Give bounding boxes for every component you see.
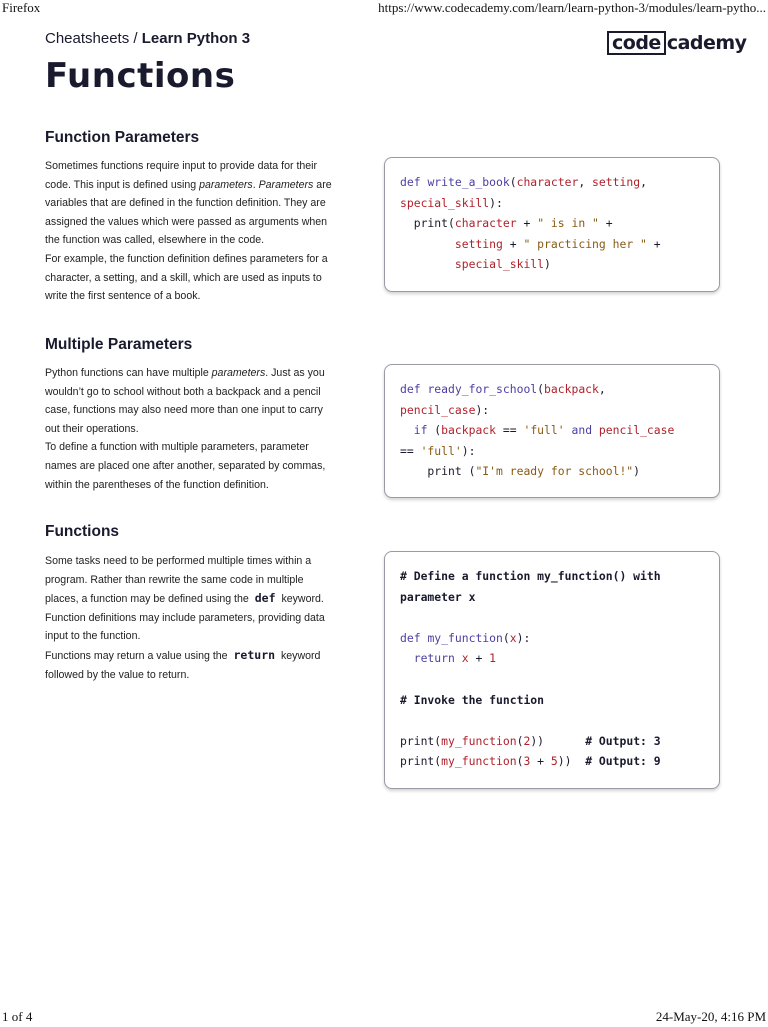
page-url[interactable]: https://www.codecademy.com/learn/learn-python-3/modules/learn-pytho... [378, 0, 766, 15]
code-token: my_function [427, 630, 503, 645]
description-paragraph [45, 438, 337, 494]
code-token: == [400, 443, 421, 458]
text-run: are variables that are defined in the function definition. They are assigned the values which were passed as arguments when the function was called, elsewhere in the code. [45, 178, 332, 247]
code-token: character [516, 175, 579, 189]
code-token: 'full' [523, 423, 565, 438]
code-line [400, 731, 707, 752]
code-token: def [400, 382, 428, 396]
browser-name: Firefox [2, 0, 41, 15]
print-timestamp: 24-May-20, 4:16 PM [655, 1009, 766, 1024]
section-description-functions [45, 552, 337, 684]
code-token [400, 257, 455, 271]
code-token: == [496, 423, 524, 438]
text-run: Some tasks need to be performed multiple times within a program. Rather than rewrite the same code in multiple places, a function may be defined using the [45, 555, 312, 606]
code-token: 5 [550, 754, 558, 769]
code-token: 2 [523, 733, 531, 748]
code-token: setting [454, 236, 503, 251]
code-token: " is in " [537, 216, 599, 231]
code-line [400, 669, 707, 690]
text-run: keyword followed by the value to return. [45, 649, 321, 681]
code-line [400, 628, 707, 649]
code-token: # Invoke the function [400, 692, 545, 707]
logo-text: cademy [666, 32, 747, 54]
code-token: backpack [544, 382, 599, 396]
code-token: my_function [441, 733, 517, 748]
code-token: 3 [523, 754, 531, 769]
code-token: )) [530, 733, 586, 748]
code-token: + [598, 216, 613, 231]
code-line [400, 587, 707, 608]
code-token: if [413, 423, 428, 438]
code-token: + [468, 651, 490, 666]
code-token: ): [516, 630, 531, 645]
code-token: "I'm ready for school!" [475, 464, 634, 479]
code-line [400, 420, 707, 441]
code-token: 1 [489, 651, 497, 666]
code-token: ) [544, 257, 551, 272]
code-token: pencil_case [400, 402, 476, 417]
logo-boxed-text: code [607, 31, 666, 55]
section-description-multiple-parameters [45, 364, 337, 494]
code-token: ) [633, 464, 641, 479]
code-token: , [578, 175, 593, 189]
code-token: + [646, 236, 661, 251]
code-token: and [571, 423, 593, 438]
code-token [455, 651, 462, 665]
code-block-multiple-parameters [384, 364, 720, 498]
code-line [400, 566, 707, 587]
code-line [400, 648, 707, 669]
code-token: ( [502, 630, 510, 645]
text-run: . [252, 178, 259, 191]
code-token [400, 423, 414, 437]
breadcrumb [45, 30, 250, 47]
code-token: print( [400, 733, 442, 748]
breadcrumb-current[interactable]: Learn Python 3 [141, 30, 251, 47]
code-token: # Output: 3 [585, 733, 661, 748]
code-token: print( [400, 216, 455, 231]
text-run: keyword. Function definitions may include parameters, providing data input to the function. [45, 593, 325, 643]
code-block-function-parameters [384, 157, 720, 292]
code-token [400, 651, 414, 665]
code-token: )) [557, 754, 586, 769]
code-token: special_skill [454, 257, 545, 272]
breadcrumb-cheatsheets[interactable]: Cheatsheets [45, 30, 130, 47]
code-token: ): [461, 443, 476, 458]
code-token: ): [489, 195, 503, 210]
text-run: . Just as you wouldn’t go to school without both a backpack and a pencil case, functions may also need more than one input to carry out their operations. [45, 367, 325, 435]
text-run: To define a function with multiple parameters, parameter names are placed one after another, separated by commas, within the parentheses of the function definition. [45, 441, 326, 491]
breadcrumb-separator: / [129, 30, 142, 47]
print-footer [0, 1009, 768, 1027]
section-heading-functions: Functions [45, 523, 120, 540]
code-line [400, 690, 707, 711]
code-token: parameter x [400, 589, 476, 604]
code-token: + [502, 236, 524, 251]
section-heading-function-parameters: Function Parameters [45, 129, 200, 146]
code-line [400, 400, 707, 421]
code-line [400, 751, 707, 772]
code-token: ready_for_school [427, 382, 538, 396]
page-title: Functions [45, 56, 236, 96]
emphasis-text: parameters [211, 367, 266, 379]
text-run: Functions may return a value using the [45, 649, 231, 662]
code-block-functions [384, 551, 720, 789]
code-token: setting [592, 175, 641, 189]
code-line [400, 461, 707, 482]
code-token: x [461, 651, 469, 666]
codecademy-logo[interactable] [607, 30, 747, 56]
code-token: + [516, 216, 538, 231]
description-paragraph [45, 364, 337, 438]
text-run: For example, the function definition defines parameters for a character, a setting, and a skill, which are used as inputs to write the first sentence of a book. [45, 252, 328, 303]
inline-keyword: def [254, 591, 276, 606]
description-paragraph [45, 157, 337, 250]
section-heading-multiple-parameters: Multiple Parameters [45, 336, 193, 353]
description-paragraph [45, 646, 337, 684]
code-token: ( [516, 733, 524, 748]
code-line [400, 213, 707, 234]
code-token: 'full' [420, 443, 462, 458]
code-token: my_function [441, 754, 517, 769]
print-header [0, 0, 768, 18]
code-line [400, 193, 707, 214]
code-token: special_skill [400, 195, 490, 210]
code-token: pencil_case [598, 423, 675, 438]
code-token: , [640, 175, 647, 189]
code-token: " practicing her " [523, 236, 647, 251]
emphasis-text: parameters [199, 178, 253, 191]
code-token: write_a_book [427, 175, 510, 189]
code-token: # Define a function my_function() with [400, 569, 661, 583]
code-token: ( [509, 175, 517, 189]
code-token [400, 237, 455, 251]
code-line [400, 710, 707, 731]
code-line [400, 607, 707, 628]
code-token: ( [516, 754, 524, 769]
code-token: print ( [400, 464, 476, 479]
code-token: # Output: 9 [585, 754, 661, 769]
description-paragraph [45, 250, 337, 306]
emphasis-text: Parameters [258, 178, 314, 191]
code-token: + [530, 754, 551, 769]
code-token: ): [475, 402, 490, 417]
code-line [400, 379, 707, 400]
inline-keyword: return [233, 647, 276, 662]
code-line [400, 172, 707, 193]
code-token: def [400, 630, 428, 645]
code-token: ( [427, 423, 442, 438]
code-token: x [509, 630, 517, 645]
text-run: Sometimes functions require input to provide data for their code. This input is defined using [45, 160, 318, 191]
code-token: def [400, 175, 428, 189]
page-counter: 1 of 4 [2, 1009, 33, 1024]
description-paragraph [45, 552, 337, 646]
code-line [400, 234, 707, 255]
code-token: return [413, 651, 455, 666]
code-token: character [454, 216, 517, 231]
text-run: Python functions can have multiple [45, 367, 212, 379]
code-token: print( [400, 754, 442, 769]
code-token: , [598, 382, 606, 396]
code-token: backpack [441, 423, 497, 438]
section-description-function-parameters [45, 157, 337, 306]
code-line [400, 441, 707, 462]
code-token [592, 423, 599, 437]
code-token: ( [537, 382, 545, 396]
code-line [400, 254, 707, 275]
